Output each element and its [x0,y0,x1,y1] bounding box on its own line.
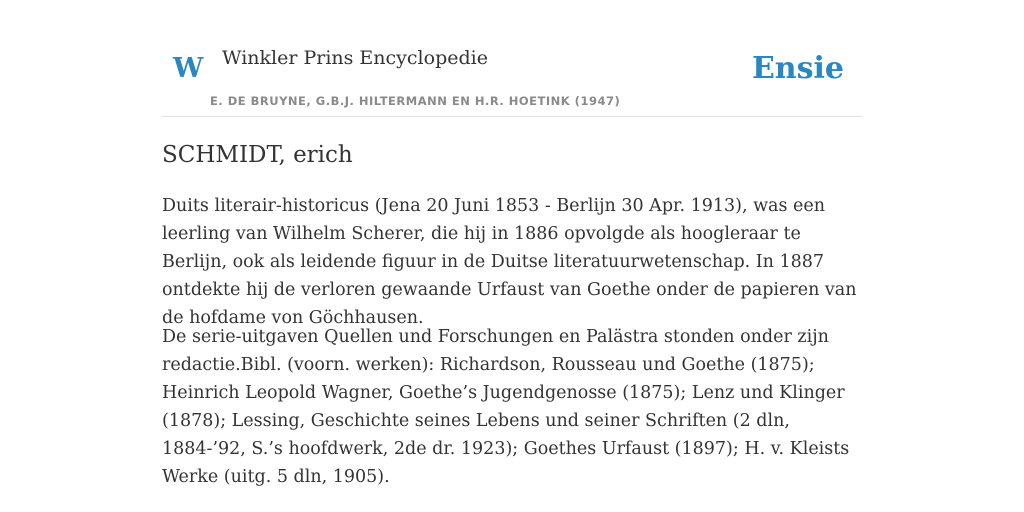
entry-paragraph: Duits literair-historicus (Jena 20 Juni 1853 - Berlijn 30 Apr. 1913), was een leerling van Wilhelm Scherer, die hij in 1886 opvolgde als hoogleraar te Berlijn, ook als leidende figuur in de Duitse literatuurwetenschap. In 1887 ontdekte hij de verloren gewaande Urfaust van Goethe onder de papieren van de hofdame von Göchhausen. [162,196,857,328]
page [162,0,862,512]
entry-paragraph: De serie-uitgaven Quellen und Forschungen en Palästra stonden onder zijn redactie.Bibl. (voorn. werken): Richardson, Rousseau und Goethe (1875); Heinrich Leopold Wagner, Goethe’s Jugendgenosse (1875); Lenz und Klinger (1878); Lessing, Geschichte seines Lebens und seiner Schriften (2 dln, 1884-’92, S.’s hoofdwerk, 2de dr. 1923); Goethes Urfaust (1897); H. v. Kleists Werke (uitg. 5 dln, 1905). [162,327,850,487]
brand-logo[interactable]: Ensie [751,51,844,86]
site-title[interactable]: Winkler Prins Encyclopedie [222,47,488,69]
logo-icon[interactable]: W [173,53,204,84]
authors-line: E. DE BRUYNE, G.B.J. HILTERMANN EN H.R. HOETINK (1947) [210,94,621,108]
entry-title: SCHMIDT, erich [162,142,353,168]
site-header [162,0,862,117]
